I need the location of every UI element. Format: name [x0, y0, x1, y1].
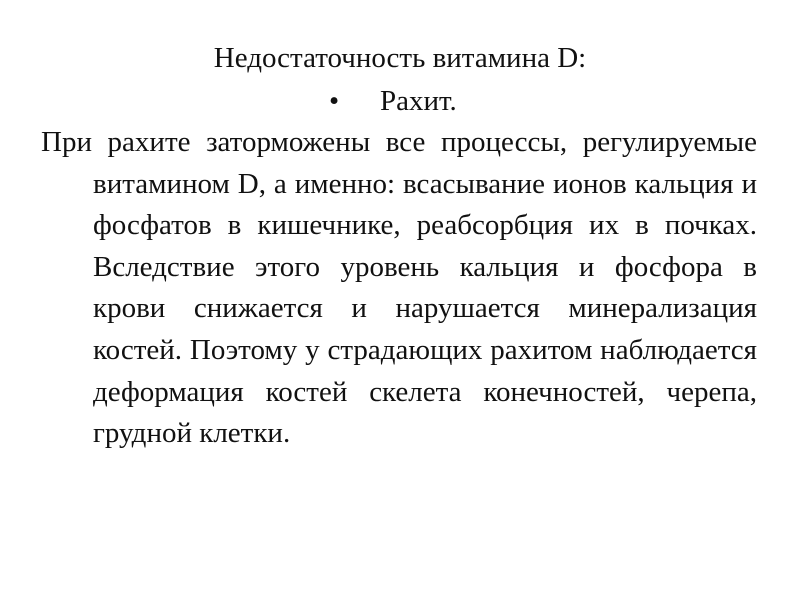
body-paragraph: При рахите заторможены все процессы, регулируемые витамином D, а именно: всасывание ионов кальция и фосфатов в кишечнике, реабсорбция их в почках. Вследствие этого уровень кальция и фосфора в крови снижается и нарушается минерализация костей. Поэтому у страдающих рахитом наблюдается деформация костей скелета конечностей, черепа, грудной клетки. [41, 126, 757, 450]
bullet-text: Рахит. [380, 85, 457, 117]
bullet-marker: • [329, 85, 340, 117]
slide-title: Недостаточность витамина D: [213, 42, 587, 74]
bullet-item [0, 80, 800, 122]
